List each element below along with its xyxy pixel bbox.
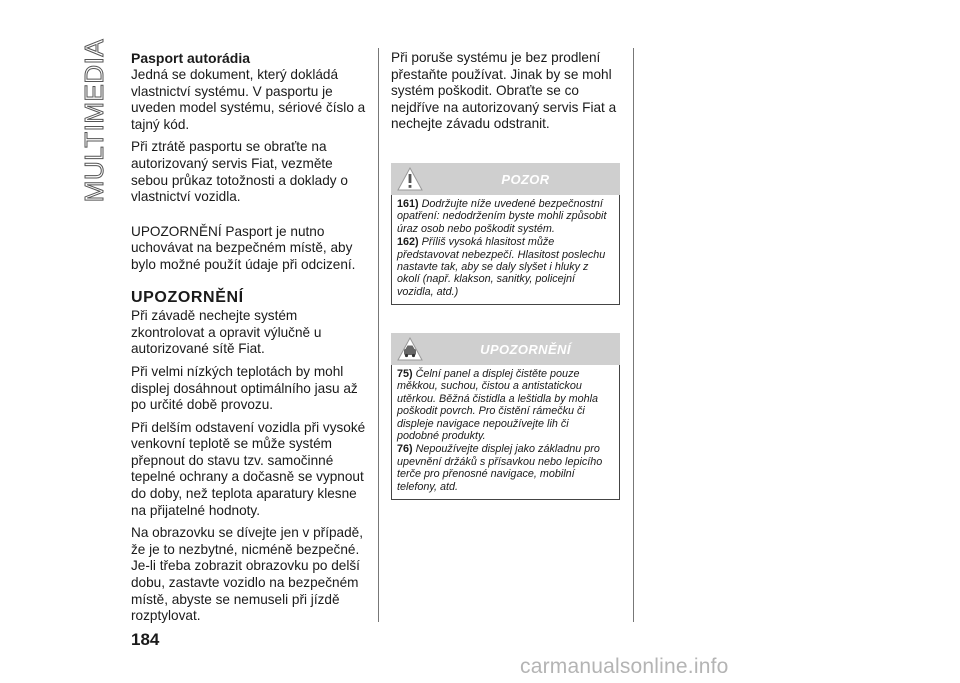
- paragraph: Při delším odstavení vozidla při vysoké venkovní teplotě se může systém přepnout do stavu tzv. samočinné tepelné ochrany a dočasně se vypnout do doby, než teplota aparatury klesne na přijatelné hodnoty.: [131, 419, 366, 518]
- left-column: [131, 50, 368, 631]
- note-item: [397, 443, 613, 493]
- section-tab: [72, 40, 118, 200]
- note-text: Čelní panel a displej čistěte pouze měkkou, suchou, čistou a antistatickou utěrkou. Běžná čistidla a leštidla by mohla poškodit povrch. Pro čistění rámečku či displeje navigace nepoužívejte lih či podobné produkty.: [397, 368, 599, 443]
- note-number: 161): [397, 198, 419, 210]
- paragraph: Při závadě nechejte systém zkontrolovat a opravit výlučně u autorizované sítě Fiat.: [131, 308, 322, 357]
- warning-triangle-icon: [397, 167, 423, 191]
- watermark: carmanualsonline.info: [520, 655, 729, 678]
- section-tab-label: MULTIMEDIA: [79, 38, 110, 202]
- pozor-box-body: [391, 195, 620, 305]
- radio-passport-heading: Pasport autorádia: [131, 50, 251, 66]
- note-text: Dodržujte níže uvedené bezpečnostní opatření: nedodržením byste mohli způsobit úraz osob nebo poškodit systém.: [397, 198, 607, 235]
- paragraph: Při ztrátě pasportu se obraťte na autorizovaný servis Fiat, vezměte sebou průkaz totožnosti a doklady o vlastnictví vozidla.: [131, 139, 348, 205]
- note-item: [397, 236, 613, 298]
- upozorneni-box-title: UPOZORNĚNÍ: [480, 341, 571, 357]
- paragraph: UPOZORNĚNÍ Pasport je nutno uchovávat na bezpečném místě, aby bylo možné použít údaje při odcizení.: [131, 223, 356, 272]
- note-number: 162): [397, 236, 419, 249]
- warning-heading: UPOZORNĚNÍ: [131, 288, 244, 306]
- right-column: [391, 50, 623, 139]
- note-text: Nepoužívejte displej jako základnu pro upevnění držáků s přísavkou nebo lepicího terče pro přenosné navigace, mobilní telefony, atd.: [397, 443, 603, 493]
- paragraph: Jedná se dokument, který dokládá vlastnictví systému. V pasportu je uveden model systému, sériové číslo a tajný kód.: [131, 67, 366, 132]
- column-divider: [633, 48, 634, 622]
- note-item: [397, 368, 613, 442]
- upozorneni-box-header: [391, 333, 620, 365]
- pozor-box-title: POZOR: [501, 171, 550, 187]
- car-caution-icon: [397, 337, 423, 361]
- paragraph: Na obrazovku se dívejte jen v případě, že je to nezbytné, nicméně bezpečné. Je-li třeba zobrazit obrazovku po delší dobu, zastavte vozidlo na bezpečném místě, abyste se nemuseli při jízdě rozptylovat.: [131, 525, 363, 624]
- pozor-box-header: [391, 163, 620, 195]
- page-number: 184: [131, 630, 160, 649]
- pozor-box: [391, 163, 620, 305]
- note-text: Příliš vysoká hlasitost může představovat nebezpečí. Hlasitost poslechu nastavte tak, aby se daly slyšet i hluky z okolí (např. klakson, sanitky, policejní vozidla, atd.): [397, 236, 606, 298]
- note-number: 75): [397, 368, 413, 380]
- intro-paragraph: Při poruše systému je bez prodlení přestaňte používat. Jinak by se mohl systém poškodit. Obraťte se co nejdříve na autorizovaný servis Fiat a nechejte závadu odstranit.: [391, 50, 617, 132]
- upozorneni-box: [391, 333, 620, 500]
- paragraph: Při velmi nízkých teplotách by mohl displej dosáhnout optimálního jasu až po určité době provozu.: [131, 363, 358, 413]
- upozorneni-box-body: [391, 365, 620, 500]
- column-divider: [378, 48, 379, 622]
- note-item: [397, 198, 613, 235]
- note-number: 76): [397, 443, 413, 456]
